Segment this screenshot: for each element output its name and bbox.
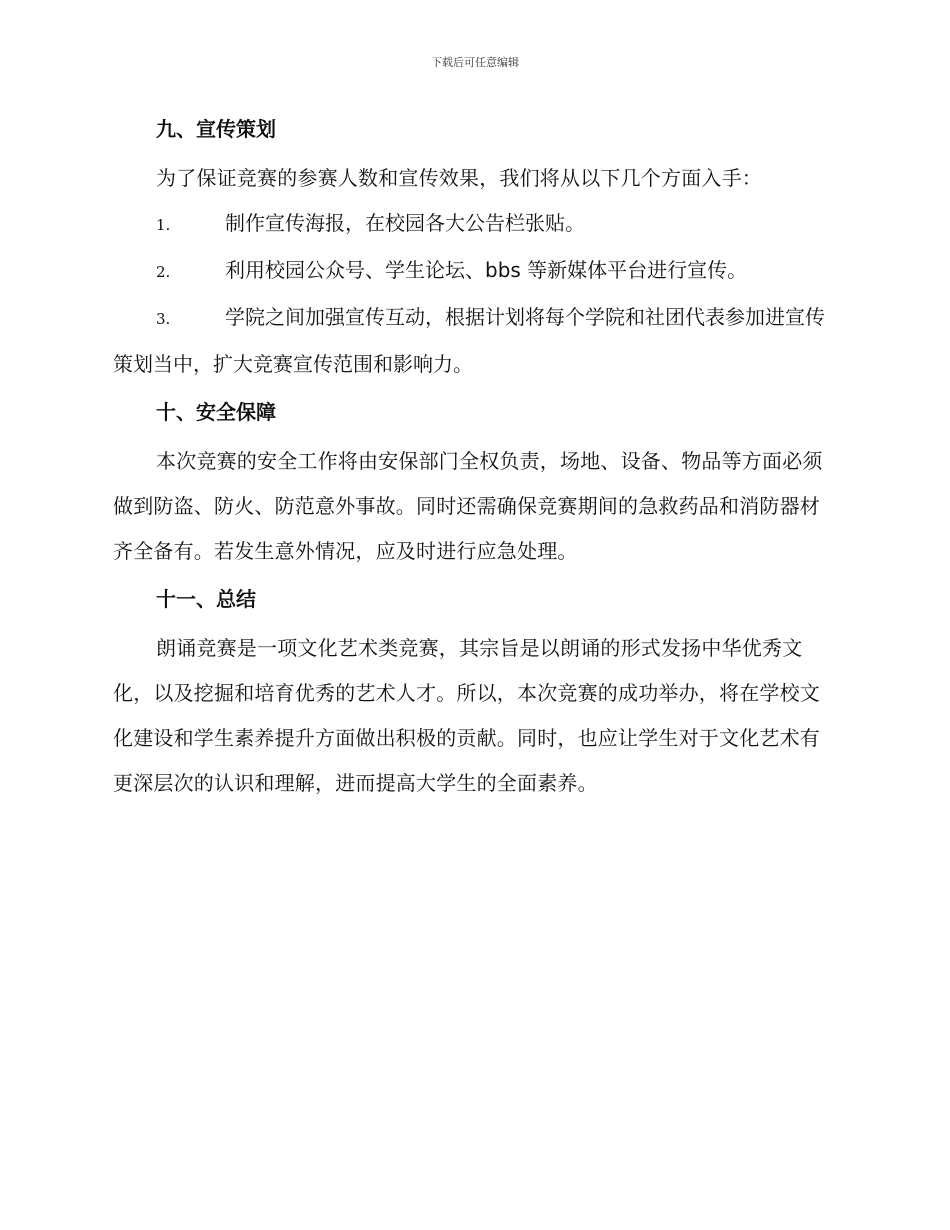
list-number: 2. [156, 263, 171, 281]
section-heading-publicity: 九、宣传策划 [156, 117, 276, 141]
summary-body: 朗诵竞赛是一项文化艺术类竞赛，其宗旨是以朗诵的形式发扬中华优秀文化，以及挖掘和培育优秀的艺术人才。所以，本次竞赛的成功举办，将在学校文化建设和学生素养提升方面做出积极的贡献。同时，也应让学生对于文化艺术有更深层次的认识和理解，进而提高大学生的全面素养。 [113, 636, 820, 795]
list-text: 制作宣传海报，在校园各大公告栏张贴。 [225, 211, 585, 235]
safety-body: 本次竞赛的安全工作将由安保部门全权负责，场地、设备、物品等方面必须做到防盗、防火、防范意外事故。同时还需确保竞赛期间的急救药品和消防器材齐全备有。若发生意外情况，应及时进行应急处理。 [113, 449, 823, 563]
list-item [113, 201, 833, 248]
document-content [113, 112, 833, 806]
header-note: 下载后可任意编辑 [431, 56, 519, 69]
publicity-intro: 为了保证竞赛的参赛人数和宣传效果，我们将从以下几个方面入手： [156, 166, 762, 190]
list-number: 1. [156, 216, 171, 234]
list-text: 学院之间加强宣传互动，根据计划将每个学院和社团代表参加进宣传策划当中，扩大竞赛宣传范围和影响力。 [113, 305, 825, 376]
list-item [113, 295, 833, 387]
section-heading-safety: 十、安全保障 [156, 400, 276, 424]
list-item [113, 248, 833, 295]
list-number: 3. [156, 310, 171, 328]
section-heading-summary: 十一、总结 [156, 587, 256, 611]
list-text: 利用校园公众号、学生论坛、bbs 等新媒体平台进行宣传。 [225, 258, 748, 282]
